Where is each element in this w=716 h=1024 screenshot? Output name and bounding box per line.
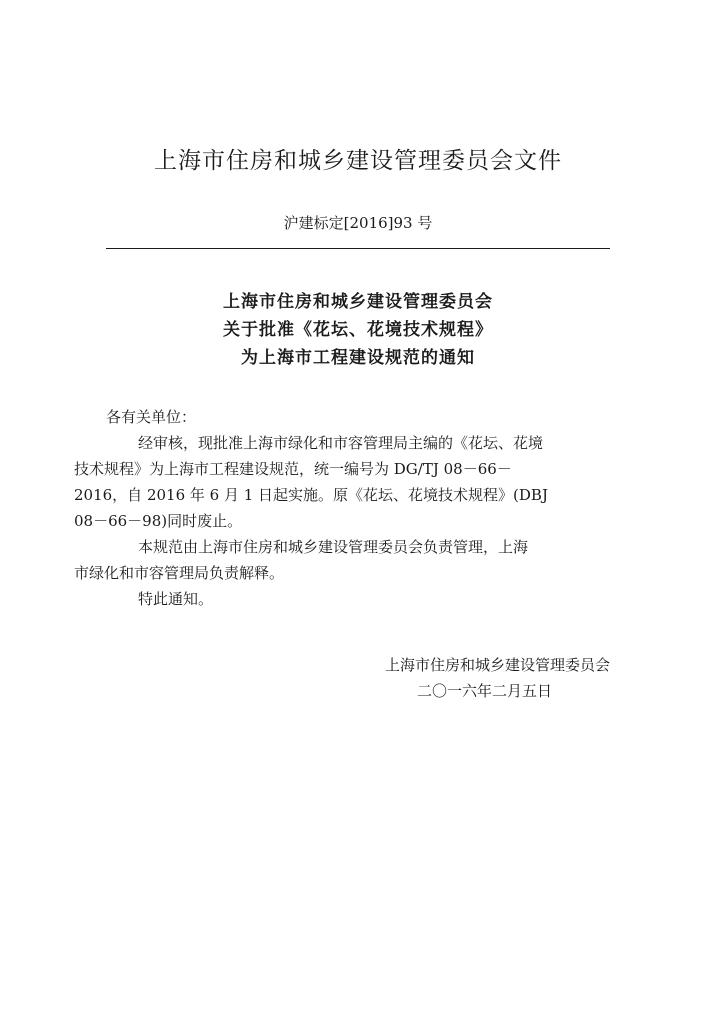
paragraph-approval [74, 430, 610, 534]
paragraph-line: 经审核，现批准上海市绿化和市容管理局主编的《花坛、花境 [138, 434, 544, 452]
header-divider [106, 248, 610, 249]
title-line-1: 上海市住房和城乡建设管理委员会 [223, 292, 493, 312]
issuer-header-title: 上海市住房和城乡建设管理委员会文件 [154, 148, 562, 174]
closing-line [106, 586, 610, 612]
title-line-2: 关于批准《花坛、花境技术规程》 [223, 320, 493, 340]
paragraph-line: 08－66－98)同时废止。 [74, 512, 243, 530]
paragraph-line: 本规范由上海市住房和城乡建设管理委员会负责管理，上海 [138, 538, 529, 556]
salutation: 各有关单位： [106, 408, 197, 426]
paragraph-line: 2016，自 2016 年 6 月 1 日起实施。原《花坛、花境技术规程》(DBJ [74, 486, 548, 504]
paragraph-management [74, 534, 610, 586]
paragraph-line: 技术规程》为上海市工程建设规范，统一编号为 DG/TJ 08－66－ [74, 460, 512, 478]
signature-issuer: 上海市住房和城乡建设管理委员会 [384, 656, 610, 674]
paragraph-line: 市绿化和市容管理局负责解释。 [74, 564, 285, 582]
title-line-3: 为上海市工程建设规范的通知 [241, 348, 475, 368]
document-number: 沪建标定[2016]93 号 [283, 214, 433, 232]
notice-body [74, 404, 610, 612]
paragraph-line: 特此通知。 [138, 590, 214, 608]
signature-date: 二〇一六年二月五日 [416, 682, 552, 700]
notice-title [0, 288, 716, 372]
signature-block [300, 652, 610, 704]
